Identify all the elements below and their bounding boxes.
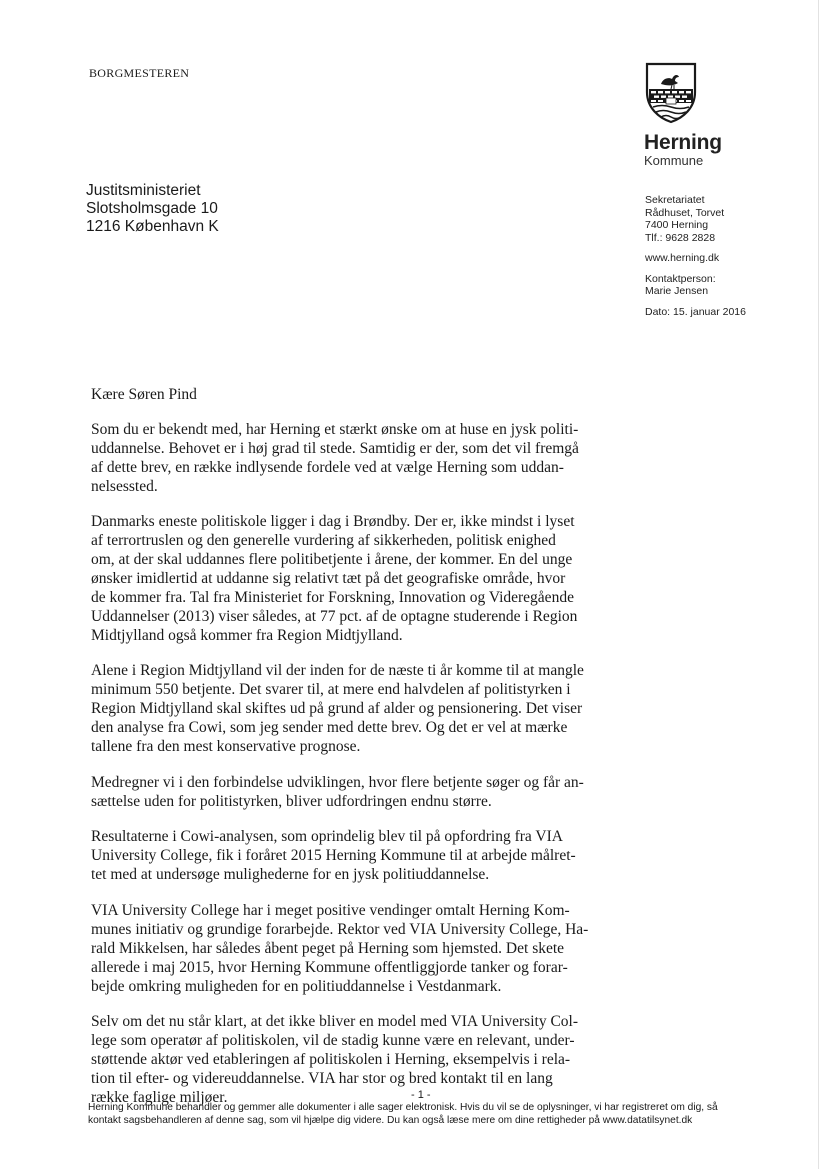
paragraph-line: sættelse uden for politistyrken, bliver udfordringen endnu større. xyxy=(91,792,492,810)
sender-address-block xyxy=(645,194,746,244)
page-edge-line xyxy=(818,0,819,1169)
paragraph-line: de kommer fra. Tal fra Ministeriet for Forskning, Innovation og Videregående xyxy=(91,588,574,606)
website-block xyxy=(645,252,746,265)
contact-block xyxy=(645,273,746,298)
salutation: Kære Søren Pind xyxy=(91,386,197,403)
recipient-line: 1216 København K xyxy=(86,218,219,235)
recipient-address xyxy=(86,182,219,236)
contact-name: Marie Jensen xyxy=(645,285,709,297)
paragraph-line: Danmarks eneste politiskole ligger i dag i Brøndby. Der er, ikke mindst i lyset xyxy=(91,513,575,531)
paragraph-line: ønsker imidlertid at uddanne sig relativt tæt på det geografiske område, hvor xyxy=(91,570,566,588)
recipient-line: Slotsholmsgade 10 xyxy=(86,200,218,217)
paragraph-line: lege som operatør af politiskolen, vil de stadig kunne være en relevant, under- xyxy=(91,1032,575,1050)
coat-of-arms-icon xyxy=(645,62,697,124)
phone-number: Tlf.: 9628 2828 xyxy=(645,231,716,244)
letter-paragraphs xyxy=(91,421,626,1108)
paragraph-line: munes initiativ og grundige forarbejde. Rektor ved VIA University College, Ha- xyxy=(91,920,589,938)
brand-name: Herning xyxy=(644,131,722,154)
address-line: Rådhuset, Torvet xyxy=(645,206,725,219)
paragraph-line: støttende aktør ved etableringen af politiskolen i Herning, eksempelvis i rela- xyxy=(91,1051,571,1069)
paragraph-line: nelsessted. xyxy=(91,477,158,495)
contact-label: Kontaktperson: xyxy=(645,272,716,285)
paragraph-line: tion til efter- og videreuddannelse. VIA har stor og bred kontakt til en lang xyxy=(91,1069,553,1087)
letter-date: Dato: 15. januar 2016 xyxy=(645,305,746,318)
paragraph-line: række faglige miljøer. xyxy=(91,1088,228,1106)
letter-body xyxy=(91,386,626,1125)
address-line: 7400 Herning xyxy=(645,219,709,231)
website-link[interactable]: www.herning.dk xyxy=(645,252,720,264)
letter-paragraph xyxy=(91,902,626,997)
paragraph-line: af terrortruslen og den generelle vurdering af sikkerheden, politisk enighed xyxy=(91,532,556,550)
date-block xyxy=(645,306,746,319)
letter-paragraph xyxy=(91,662,626,757)
footer-line: Herning Kommune behandler og gemmer alle dokumenter i alle sager elektronisk. Hvis du vil se de oplysninger, vi har registreret om dig, så xyxy=(88,1102,718,1113)
paragraph-line: Som du er bekendt med, har Herning et stærkt ønske om at huse en jysk politi- xyxy=(91,420,579,438)
letter-paragraph xyxy=(91,774,626,812)
letter-paragraph xyxy=(91,513,626,645)
letter-paragraph xyxy=(91,1013,626,1108)
footer-line: kontakt sagsbehandleren af denne sag, som vil hjælpe dig videre. Du kan også læse mere om dine rettigheder på www.datatilsynet.dk xyxy=(88,1114,693,1126)
privacy-footer xyxy=(88,1102,788,1127)
letter-paragraph xyxy=(91,421,626,497)
paragraph-line: University College, fik i foråret 2015 Herning Kommune til at arbejde målret- xyxy=(91,847,576,865)
paragraph-line: rald Mikkelsen, har således åbent peget på Herning som hjemsted. Det skete xyxy=(91,939,565,957)
paragraph-line: allerede i maj 2015, hvor Herning Kommune offentliggjorde tanker og forar- xyxy=(91,958,568,976)
paragraph-line: af dette brev, en række indlysende fordele ved at vælge Herning som uddan- xyxy=(91,458,564,476)
brand-subtitle: Kommune xyxy=(644,153,704,168)
paragraph-line: Midtjylland også kommer fra Region Midtjylland. xyxy=(91,626,403,644)
paragraph-line: Region Midtjylland skal skiftes ud på grund af alder og pensionering. Det viser xyxy=(91,700,583,718)
paragraph-line: Uddannelser (2013) viser således, at 77 pct. af de optagne studerende i Region xyxy=(91,607,578,625)
sender-title: BORGMESTEREN xyxy=(89,66,190,80)
paragraph-line: uddannelse. Behovet er i høj grad til stede. Samtidig er der, som det vil fremgå xyxy=(91,439,579,457)
department: Sekretariatet xyxy=(645,194,705,206)
letter-paragraph xyxy=(91,828,626,885)
page-number: - 1 - xyxy=(411,1089,431,1101)
sender-info xyxy=(645,194,746,326)
paragraph-line: Resultaterne i Cowi-analysen, som oprindelig blev til på opfordring fra VIA xyxy=(91,828,563,846)
paragraph-line: tallene fra den mest konservative prognose. xyxy=(91,738,361,756)
paragraph-line: om, at der skal uddannes flere politibetjente i årene, der kommer. En del unge xyxy=(91,551,573,569)
paragraph-line: Alene i Region Midtjylland vil der inden for de næste ti år komme til at mangle xyxy=(91,662,584,680)
paragraph-line: VIA University College har i meget positive vendinger omtalt Herning Kom- xyxy=(91,901,570,919)
paragraph-line: bejde omkring muligheden for en politiuddannelse i Vestdanmark. xyxy=(91,977,502,995)
paragraph-line: minimum 550 betjente. Det svarer til, at mere end halvdelen af politistyrken i xyxy=(91,681,571,699)
paragraph-line: Selv om det nu står klart, at det ikke bliver en model med VIA University Col- xyxy=(91,1013,579,1031)
paragraph-line: den analyse fra Cowi, som jeg sender med dette brev. Og det er vel at mærke xyxy=(91,719,568,737)
paragraph-line: Medregner vi i den forbindelse udviklingen, hvor flere betjente søger og får an- xyxy=(91,773,584,791)
recipient-line: Justitsministeriet xyxy=(86,182,201,199)
paragraph-line: tet med at undersøge mulighederne for en jysk politiuddannelse. xyxy=(91,866,490,884)
